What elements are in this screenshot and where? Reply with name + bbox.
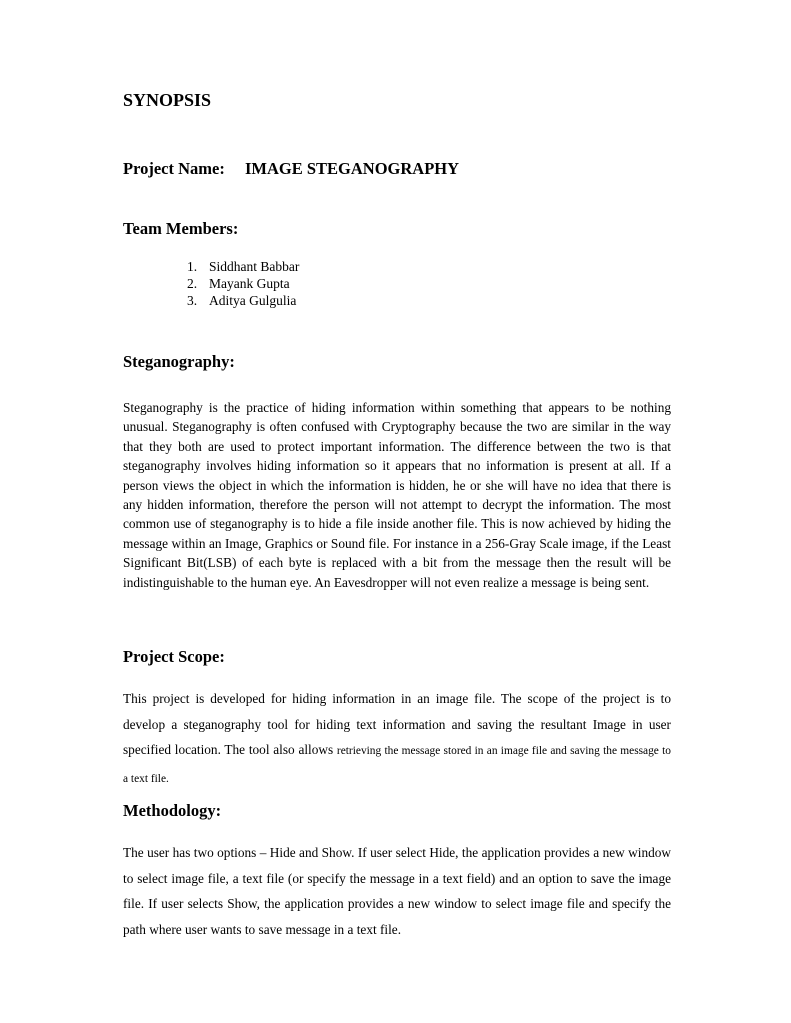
list-number: 1. [187, 259, 198, 274]
list-item [187, 292, 299, 309]
list-item [187, 275, 299, 292]
page-title: SYNOPSIS [123, 90, 212, 110]
team-members-heading: Team Members: [123, 219, 239, 238]
list-item [187, 258, 299, 275]
steganography-paragraph: Steganography is the practice of hiding information within something that appears to be nothing unusual. Steganography is often confused with Cryptography because the two are similar in the way that they both are used to protect important information. The difference between the two is that steganography involves hiding information so it appears that no information is present at all. If a person views the object in which the information is hidden, he or she will have no idea that there is any hidden information, therefore the person will not attempt to decrypt the information. The most common use of steganography is to hide a file inside another file. This is now achieved by hiding the message within an Image, Graphics or Sound file. For instance in a 256-Gray Scale image, if the Least Significant Bit(LSB) of each byte is replaced with a bit from the message then the result will be indistinguishable to the human eye. An Eavesdropper will not even realize a message is being sent. [123, 400, 671, 590]
scope-text-main: This project is developed for hiding information in an image file. The scope of the project is to develop a steganography tool for hiding text information and saving the resultant Image in user specified location. The tool also allows [123, 691, 671, 758]
list-number: 2. [187, 276, 198, 291]
list-number: 3. [187, 293, 198, 308]
project-scope-paragraph [123, 686, 671, 792]
scope-text-small: retrieving the message stored in an image file and saving the message to a text file. [123, 745, 671, 785]
member-name: Aditya Gulgulia [209, 293, 297, 308]
methodology-paragraph: The user has two options – Hide and Show. If user select Hide, the application provides a new window to select image file, a text file (or specify the message in a text field) and an option to save the image file. If user selects Show, the application provides a new window to select image file and specify the path where user wants to save message in a text file. [123, 845, 671, 937]
member-name: Mayank Gupta [209, 276, 290, 291]
steganography-heading: Steganography: [123, 352, 235, 371]
project-scope-heading: Project Scope: [123, 647, 225, 666]
methodology-heading: Methodology: [123, 801, 222, 820]
team-members-list [187, 258, 299, 309]
project-name-value: IMAGE STEGANOGRAPHY [245, 159, 460, 178]
project-name-label: Project Name: [123, 159, 225, 178]
member-name: Siddhant Babbar [209, 259, 300, 274]
